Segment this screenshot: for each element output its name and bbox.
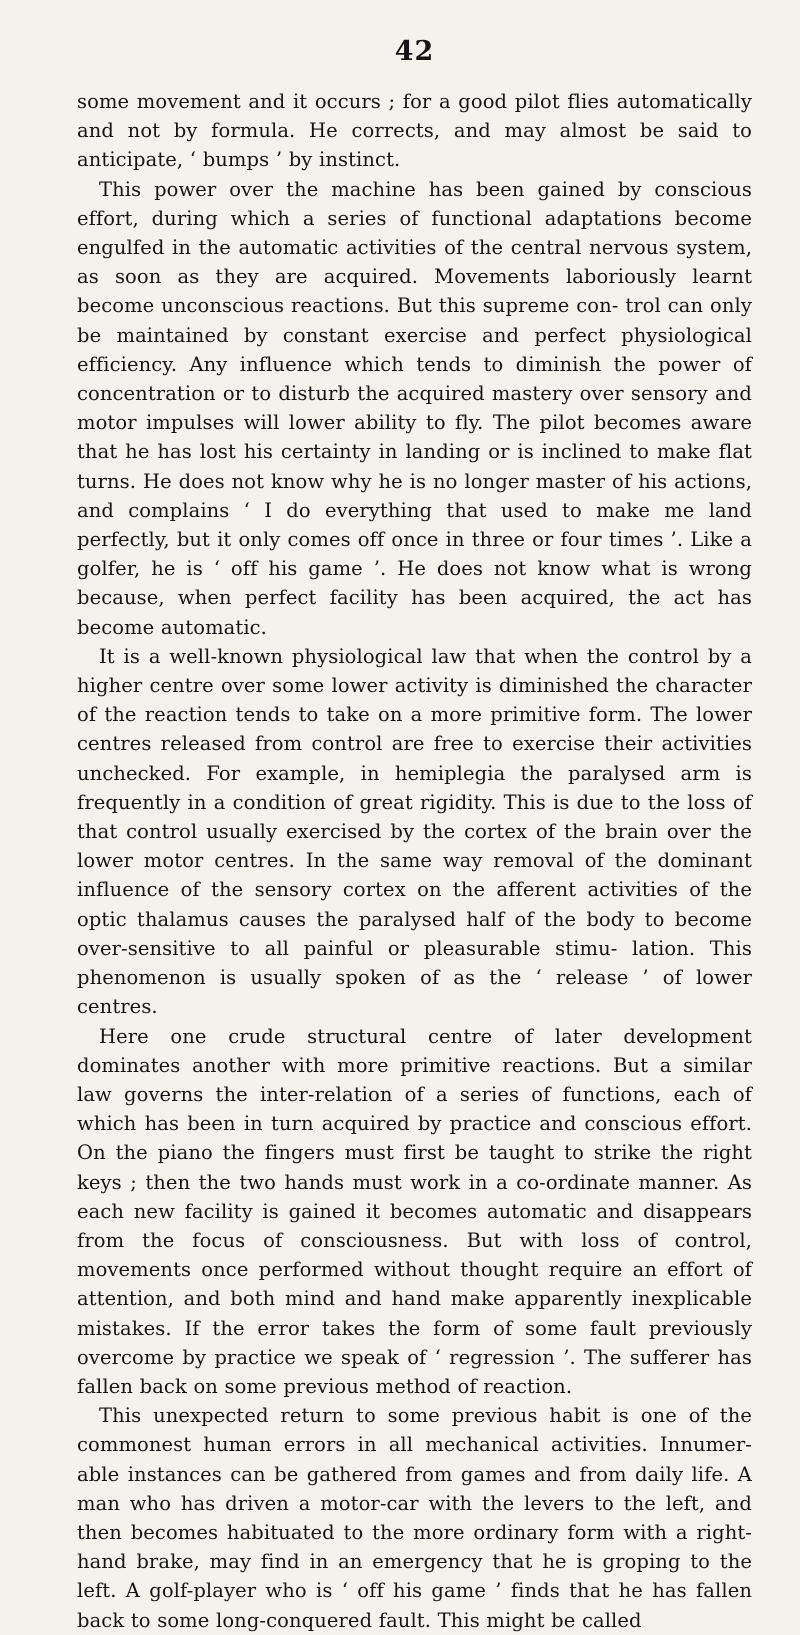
body-text (77, 87, 752, 1635)
paragraph-4: Here one crude structural centre of later development dominates another with more primitive reactions. But a similar law governs the inter-relation of a series of functions, each of which has been in turn acquired by practice and conscious effort. On the piano the fingers must first be taught to strike the right keys ; then the two hands must work in a co-ordinate manner. As each new facility is gained it becomes automatic and disappears from the focus of consciousness. But with loss of control, movements once performed without thought require an effort of attention, and both mind and hand make apparently inexplicable mistakes. If the error takes the form of some fault previously overcome by practice we speak of ‘ regression ’. The sufferer has fallen back on some previous method of reaction. (77, 1024, 752, 1398)
paragraph-1: some movement and it occurs ; for a good pilot flies automatically and not by formula. He corrects, and may almost be said to anticipate, ‘ bumps ’ by instinct. (77, 90, 752, 172)
paragraph-3: It is a well-known physiological law that when the control by a higher centre over some lower activity is diminished the character of the reaction tends to take on a more primitive form. The lower centres released from control are free to exercise their activities unchecked. For example, in hemiplegia the paralysed arm is frequently in a condition of great rigidity. This is due to the loss of that control usually exercised by the cortex of the brain over the lower motor centres. In the same way removal of the dominant influence of the sensory cortex on the afferent activities of the optic thalamus causes the paralysed half of the body to become over-sensitive to all painful or pleasurable stimu- lation. This phenomenon is usually spoken of as the ‘ release ’ of lower centres. (77, 644, 752, 1019)
page-number: 42 (394, 36, 435, 67)
paragraph-2: This power over the machine has been gained by conscious effort, during which a series of functional adaptations become engulfed in the automatic activities of the central nervous system, as soon as they are acquired. Movements laboriously learnt become unconscious reactions. But this supreme con- trol can only be maintained by constant exercise and perfect physiological efficiency. Any influence which tends to diminish the power of concentration or to disturb the acquired mastery over sensory and motor impulses will lower ability to fly. The pilot becomes aware that he has lost his certainty in landing or is inclined to make flat turns. He does not know why he is no longer master of his actions, and complains ‘ I do everything that used to make me land perfectly, but it only comes off once in three or four times ’. Like a golfer, he is ‘ off his game ’. He does not know what is wrong because, when perfect facility has been acquired, the act has become automatic. (77, 177, 752, 639)
paragraph-5: This unexpected return to some previous habit is one of the commonest human errors in all mechanical activities. Innumer- able instances can be gathered from games and from daily life. A man who has driven a motor-car with the levers to the left, and then becomes habituated to the more ordinary form with a right-hand brake, may find in an emergency that he is groping to the left. A golf-player who is ‘ off his game ’ finds that he has fallen back to some long-conquered fault. This might be called (77, 1404, 752, 1632)
